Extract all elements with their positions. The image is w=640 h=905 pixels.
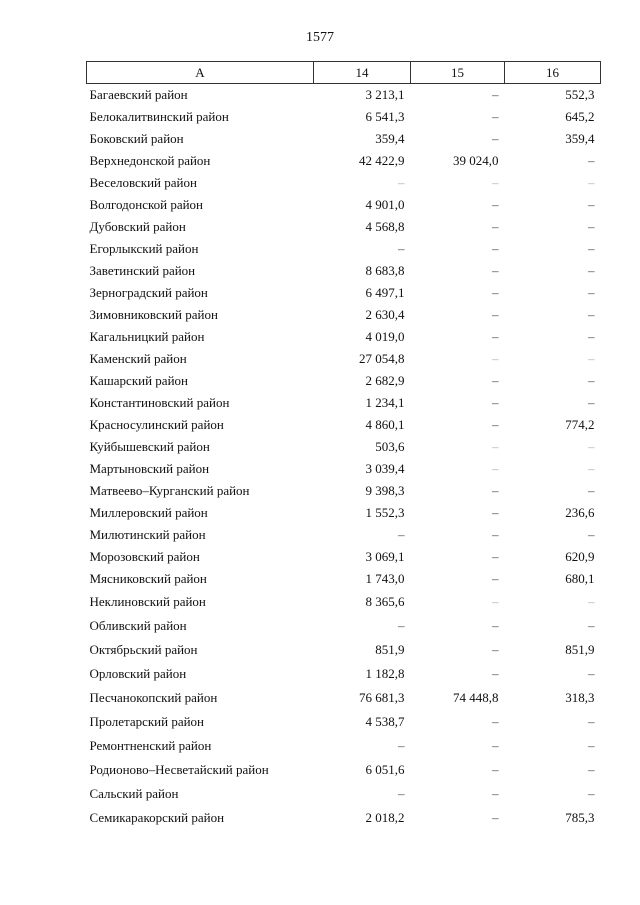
- col-15-cell: –: [492, 526, 499, 542]
- district-name-cell: Ремонтненский район: [89, 737, 212, 753]
- col-14-cell: 8 683,8: [365, 262, 405, 278]
- table-row: [87, 326, 601, 348]
- table-row: [87, 84, 601, 106]
- col-16-cell: –: [588, 174, 595, 190]
- col-14-cell: 6 541,3: [365, 108, 405, 124]
- col-15-cell: –: [492, 196, 499, 212]
- district-name-cell: Егорлыкский район: [89, 240, 199, 256]
- district-name-cell: Сальский район: [89, 785, 179, 801]
- col-14-cell: 3 039,4: [365, 460, 405, 476]
- district-name-cell: Зимовниковский район: [89, 306, 218, 322]
- table-row: [87, 546, 601, 568]
- col-16-cell: –: [588, 152, 595, 168]
- table-row: [87, 370, 601, 392]
- col-16-cell: –: [588, 284, 595, 300]
- col-16-cell: –: [588, 460, 595, 476]
- col-15-cell: –: [492, 617, 499, 633]
- col-14-cell: 6 051,6: [365, 761, 405, 777]
- col-14-cell: 42 422,9: [359, 152, 405, 168]
- col-14-cell: –: [398, 174, 405, 190]
- col-15-cell: –: [492, 504, 499, 520]
- col-16-cell: –: [588, 372, 595, 388]
- table-row: [87, 458, 601, 480]
- table-row: [87, 686, 601, 710]
- col-14-cell: –: [398, 737, 405, 753]
- table-row: [87, 502, 601, 524]
- district-name-cell: Песчанокопский район: [89, 689, 218, 705]
- table-row: [87, 150, 601, 172]
- header-cell-14: 14: [314, 62, 411, 84]
- col-15-cell: –: [492, 482, 499, 498]
- district-name-cell: Красносулинский район: [89, 416, 224, 432]
- table-row: [87, 282, 601, 304]
- col-15-cell: –: [492, 86, 499, 102]
- table-row: [87, 260, 601, 282]
- col-16-cell: 552,3: [565, 86, 595, 102]
- col-16-cell: –: [588, 394, 595, 410]
- col-15-cell: –: [492, 218, 499, 234]
- col-15-cell: –: [492, 416, 499, 432]
- table-row: [87, 710, 601, 734]
- col-14-cell: 1 182,8: [365, 665, 405, 681]
- col-16-cell: 774,2: [565, 416, 595, 432]
- col-15-cell: –: [492, 240, 499, 256]
- col-14-cell: 1 552,3: [365, 504, 405, 520]
- col-16-cell: –: [588, 737, 595, 753]
- district-name-cell: Зерноградский район: [89, 284, 208, 300]
- header-cell-a: А: [87, 62, 314, 84]
- col-14-cell: 4 538,7: [365, 713, 405, 729]
- table-row: [87, 194, 601, 216]
- col-15-cell: –: [492, 809, 499, 825]
- col-15-cell: –: [492, 570, 499, 586]
- district-name-cell: Семикаракорский район: [89, 809, 225, 825]
- table-row: [87, 348, 601, 370]
- col-15-cell: –: [492, 284, 499, 300]
- col-15-cell: 74 448,8: [453, 689, 499, 705]
- district-name-cell: Кагальницкий район: [89, 328, 205, 344]
- col-14-cell: 9 398,3: [365, 482, 405, 498]
- data-table: [86, 61, 601, 830]
- table-row: [87, 414, 601, 436]
- col-16-cell: –: [588, 196, 595, 212]
- col-14-cell: 1 743,0: [365, 570, 405, 586]
- col-16-cell: 785,3: [565, 809, 595, 825]
- table-row: [87, 758, 601, 782]
- district-name-cell: Веселовский район: [89, 174, 197, 190]
- col-15-cell: –: [492, 130, 499, 146]
- col-15-cell: –: [492, 350, 499, 366]
- col-15-cell: –: [492, 713, 499, 729]
- col-14-cell: 4 901,0: [365, 196, 405, 212]
- table-row: [87, 638, 601, 662]
- header-cell-15: 15: [411, 62, 505, 84]
- table-row: [87, 614, 601, 638]
- col-14-cell: 8 365,6: [365, 593, 405, 609]
- col-14-cell: 1 234,1: [365, 394, 405, 410]
- district-name-cell: Матвеево–Курганский район: [89, 482, 250, 498]
- district-name-cell: Октябрьский район: [89, 641, 198, 657]
- district-name-cell: Белокалитвинский район: [89, 108, 229, 124]
- col-14-cell: 4 019,0: [365, 328, 405, 344]
- district-name-cell: Пролетарский район: [89, 713, 205, 729]
- col-15-cell: –: [492, 593, 499, 609]
- col-16-cell: –: [588, 665, 595, 681]
- table-row: [87, 524, 601, 546]
- col-16-cell: –: [588, 328, 595, 344]
- col-14-cell: –: [398, 240, 405, 256]
- col-16-cell: 236,6: [565, 504, 595, 520]
- col-15-cell: –: [492, 394, 499, 410]
- col-16-cell: 620,9: [565, 548, 595, 564]
- district-name-cell: Дубовский район: [89, 218, 186, 234]
- district-name-cell: Морозовский район: [89, 548, 200, 564]
- table-row: [87, 216, 601, 238]
- table-row: [87, 128, 601, 150]
- district-name-cell: Миллеровский район: [89, 504, 208, 520]
- district-name-cell: Багаевский район: [89, 86, 188, 102]
- col-15-cell: –: [492, 761, 499, 777]
- district-name-cell: Верхнедонской район: [89, 152, 211, 168]
- table-row: [87, 806, 601, 830]
- col-14-cell: –: [398, 785, 405, 801]
- col-15-cell: –: [492, 665, 499, 681]
- col-14-cell: 2 018,2: [365, 809, 405, 825]
- col-15-cell: –: [492, 262, 499, 278]
- col-15-cell: –: [492, 438, 499, 454]
- col-14-cell: 4 860,1: [365, 416, 405, 432]
- table-body: [87, 84, 601, 830]
- district-name-cell: Каменский район: [89, 350, 187, 366]
- col-16-cell: –: [588, 713, 595, 729]
- district-name-cell: Орловский район: [89, 665, 187, 681]
- district-name-cell: Неклиновский район: [89, 593, 206, 609]
- col-16-cell: –: [588, 350, 595, 366]
- col-14-cell: 359,4: [375, 130, 405, 146]
- col-15-cell: –: [492, 641, 499, 657]
- col-16-cell: –: [588, 482, 595, 498]
- col-16-cell: 680,1: [565, 570, 595, 586]
- col-15-cell: –: [492, 328, 499, 344]
- col-15-cell: –: [492, 737, 499, 753]
- table-row: [87, 106, 601, 128]
- table-row: [87, 172, 601, 194]
- district-name-cell: Родионово–Несветайский район: [89, 761, 269, 777]
- table-row: [87, 662, 601, 686]
- col-14-cell: –: [398, 617, 405, 633]
- table-row: [87, 238, 601, 260]
- col-16-cell: –: [588, 785, 595, 801]
- district-name-cell: Обливский район: [89, 617, 187, 633]
- col-16-cell: –: [588, 438, 595, 454]
- col-14-cell: 6 497,1: [365, 284, 405, 300]
- district-name-cell: Милютинский район: [89, 526, 206, 542]
- col-15-cell: 39 024,0: [453, 152, 499, 168]
- district-name-cell: Кашарский район: [89, 372, 188, 388]
- col-16-cell: –: [588, 761, 595, 777]
- col-16-cell: 359,4: [565, 130, 595, 146]
- col-15-cell: –: [492, 548, 499, 564]
- col-16-cell: –: [588, 240, 595, 256]
- table-row: [87, 734, 601, 758]
- col-15-cell: –: [492, 108, 499, 124]
- col-15-cell: –: [492, 372, 499, 388]
- col-16-cell: 318,3: [565, 689, 595, 705]
- col-15-cell: –: [492, 460, 499, 476]
- col-16-cell: –: [588, 262, 595, 278]
- col-16-cell: –: [588, 526, 595, 542]
- table-row: [87, 782, 601, 806]
- table-row: [87, 568, 601, 590]
- table-row: [87, 392, 601, 414]
- district-name-cell: Куйбышевский район: [89, 438, 210, 454]
- table-row: [87, 480, 601, 502]
- table-row: [87, 304, 601, 326]
- col-14-cell: 3 213,1: [365, 86, 405, 102]
- district-name-cell: Константиновский район: [89, 394, 230, 410]
- col-14-cell: 4 568,8: [365, 218, 405, 234]
- col-15-cell: –: [492, 306, 499, 322]
- col-16-cell: 851,9: [565, 641, 595, 657]
- table-row: [87, 436, 601, 458]
- col-15-cell: –: [492, 785, 499, 801]
- page-number: 1577: [306, 30, 334, 45]
- col-14-cell: 27 054,8: [359, 350, 405, 366]
- district-name-cell: Заветинский район: [89, 262, 196, 278]
- header-cell-16: 16: [505, 62, 601, 84]
- col-16-cell: 645,2: [565, 108, 595, 124]
- col-14-cell: 503,6: [375, 438, 405, 454]
- col-14-cell: 76 681,3: [359, 689, 405, 705]
- district-name-cell: Мартыновский район: [89, 460, 210, 476]
- col-14-cell: 2 630,4: [365, 306, 405, 322]
- col-15-cell: –: [492, 174, 499, 190]
- col-14-cell: –: [398, 526, 405, 542]
- col-16-cell: –: [588, 617, 595, 633]
- table-row: [87, 590, 601, 614]
- col-14-cell: 3 069,1: [365, 548, 405, 564]
- col-14-cell: 2 682,9: [365, 372, 405, 388]
- district-name-cell: Мясниковский район: [89, 570, 207, 586]
- table-header-row: [87, 62, 601, 84]
- district-name-cell: Волгодонской район: [89, 196, 204, 212]
- district-name-cell: Боковский район: [89, 130, 184, 146]
- col-16-cell: –: [588, 218, 595, 234]
- col-16-cell: –: [588, 593, 595, 609]
- col-16-cell: –: [588, 306, 595, 322]
- col-14-cell: 851,9: [375, 641, 405, 657]
